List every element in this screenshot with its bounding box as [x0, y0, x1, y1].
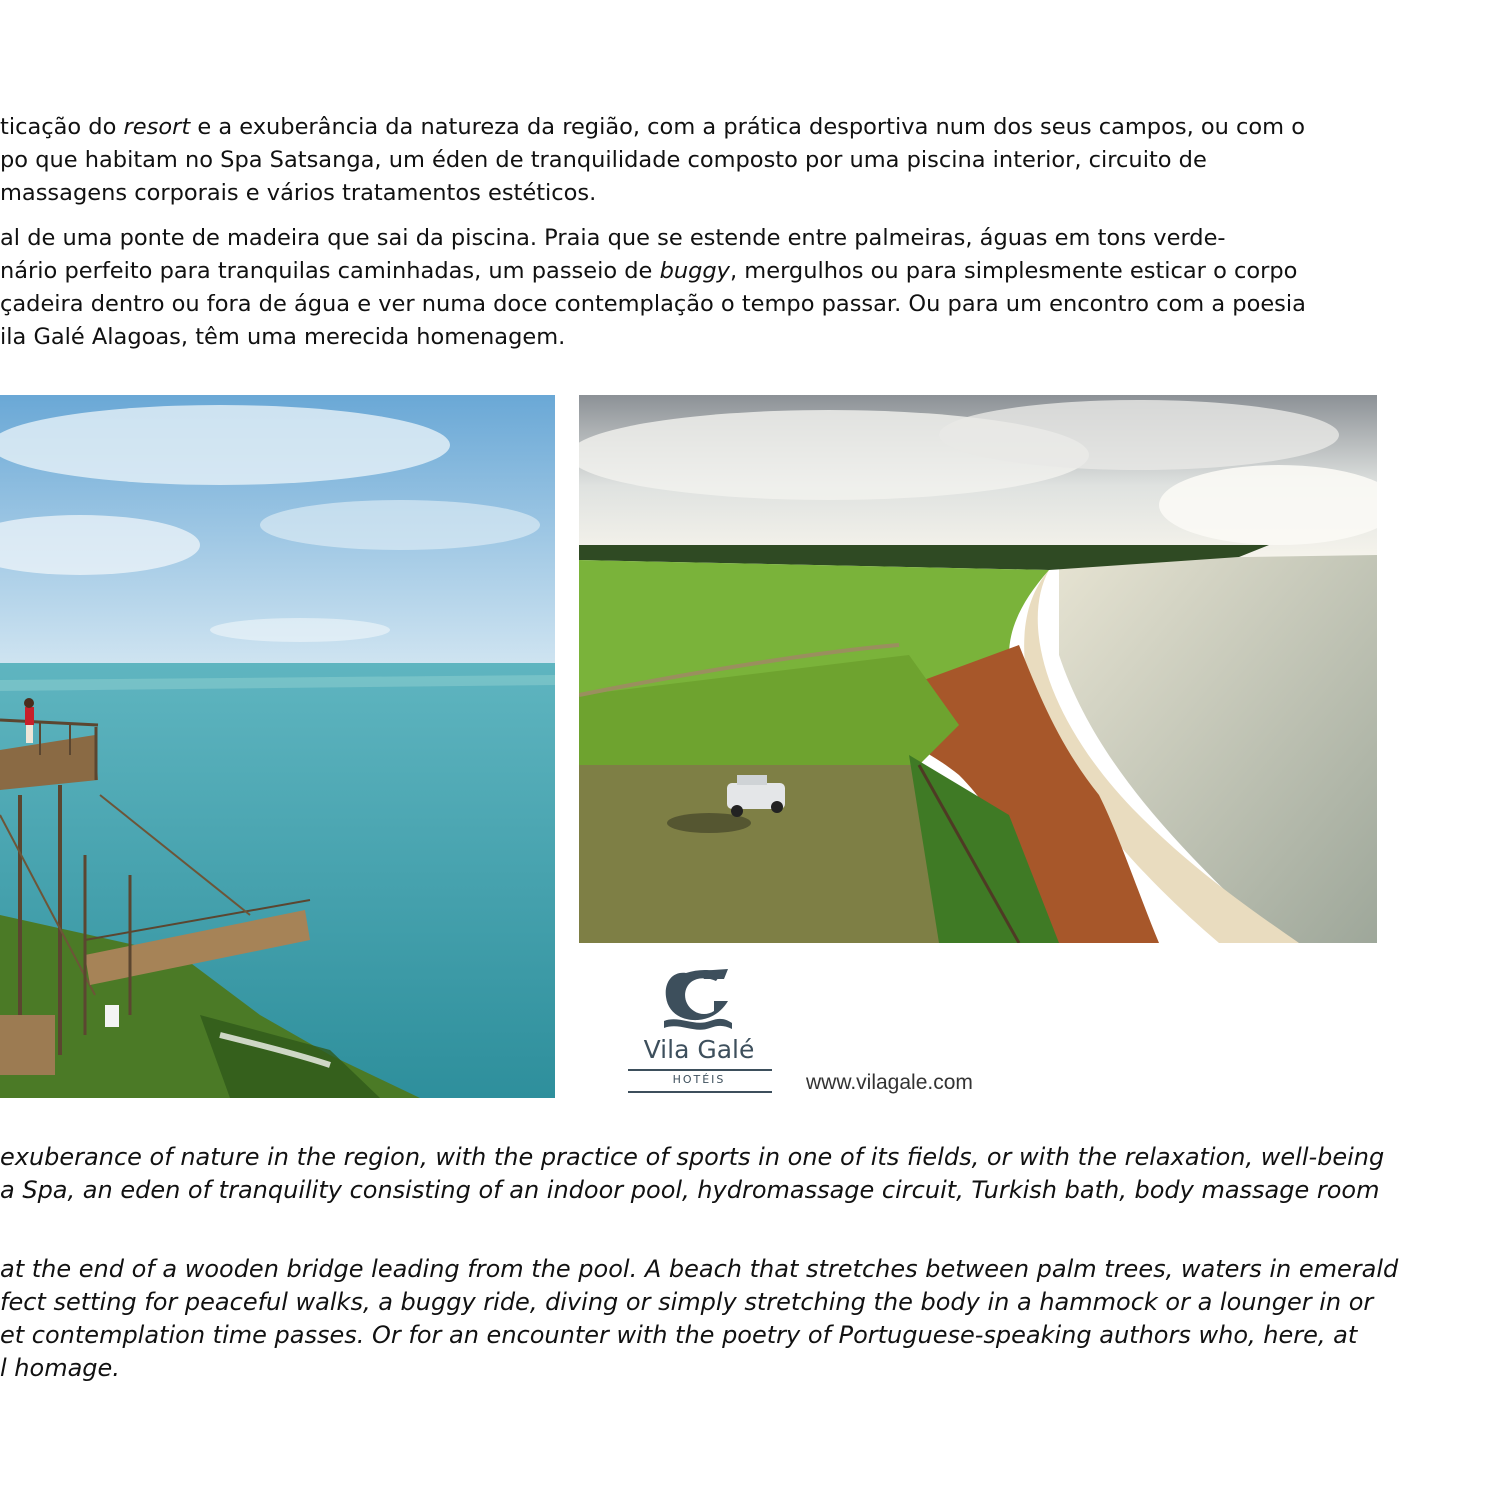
logo-name: Vila Galé: [643, 1035, 755, 1064]
portuguese-paragraph-1: [0, 111, 1400, 210]
portuguese-paragraph-2: [0, 222, 1400, 354]
pt-p1-line-3: massagens corporais e vários tratamentos estéticos.: [0, 180, 597, 206]
vila-gale-logo: [624, 965, 774, 1095]
photo-coast-aerial: [579, 395, 1377, 943]
pt-p2-line-4: ila Galé Alagoas, têm uma merecida homenagem.: [0, 324, 566, 350]
vila-gale-g-wave-icon: [624, 965, 774, 1035]
pt-p2-line-3: çadeira dentro ou fora de água e ver numa doce contemplação o tempo passar. Ou para um encontro com a poesia: [0, 291, 1306, 317]
en-p1-line-1: exuberance of nature in the region, with the practice of sports in one of its fields, or with the relaxation, well-being: [0, 1143, 1385, 1171]
logo-subtitle: HOTÉIS: [672, 1073, 726, 1086]
logo-divider-top: [628, 1069, 772, 1071]
pt-p1-line-2: po que habitam no Spa Satsanga, um éden de tranquilidade composto por uma piscina interior, circuito de: [0, 147, 1207, 173]
pt-p2-line-2: nário perfeito para tranquilas caminhadas, um passeio de buggy, mergulhos ou para simplesmente esticar o corpo: [0, 258, 1298, 284]
en-p1-line-2: a Spa, an eden of tranquility consisting of an indoor pool, hydromassage circuit, Turkish bath, body massage room: [0, 1176, 1380, 1204]
photo-cliff-decks: [0, 395, 555, 1098]
logo-divider-bottom: [628, 1091, 772, 1093]
english-paragraph-1: [0, 1141, 1400, 1207]
website-link[interactable]: www.vilagale.com: [806, 1071, 973, 1094]
en-p2-line-3: et contemplation time passes. Or for an encounter with the poetry of Portuguese-speaking authors who, here, at: [0, 1321, 1358, 1349]
pt-p2-line-1: al de uma ponte de madeira que sai da piscina. Praia que se estende entre palmeiras, águas em tons verde-: [0, 225, 1226, 251]
en-p2-line-2: fect setting for peaceful walks, a buggy ride, diving or simply stretching the body in a hammock or a lounger in or: [0, 1288, 1374, 1316]
pt-p1-line-1: ticação do resort e a exuberância da natureza da região, com a prática desportiva num dos seus campos, ou com o: [0, 114, 1306, 140]
english-paragraph-2: [0, 1253, 1400, 1385]
en-p2-line-4: l homage.: [0, 1354, 120, 1382]
en-p2-line-1: at the end of a wooden bridge leading from the pool. A beach that stretches between palm trees, waters in emerald: [0, 1255, 1399, 1283]
